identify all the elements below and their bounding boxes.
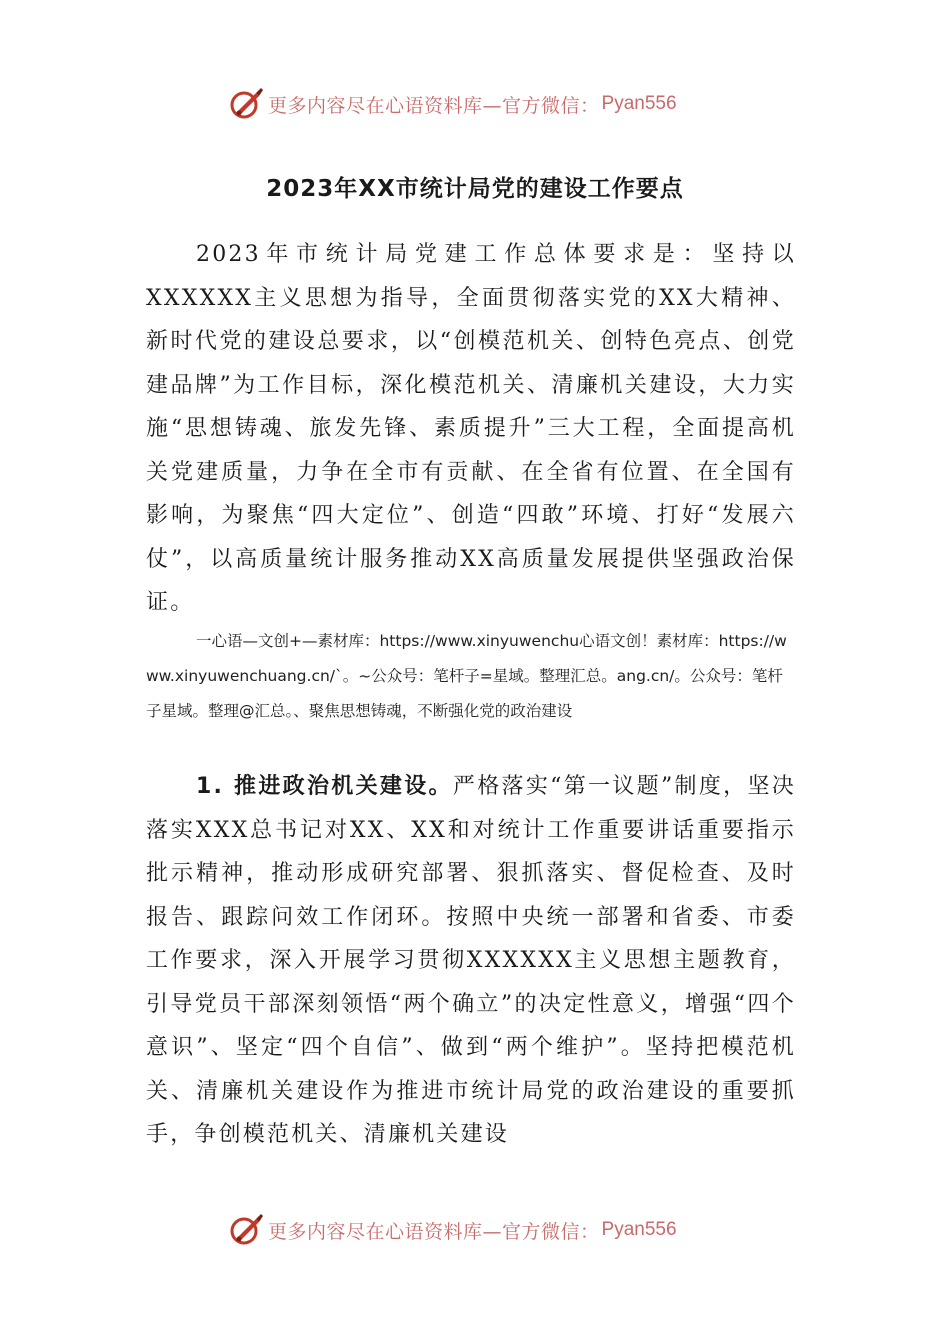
intro-paragraph [146,233,796,625]
banner-text: 更多内容尽在心语资料库—官方微信： [268,1220,600,1243]
notice-text: 一心语—文创+—素材库：https://www.xinyuwenchu心语文创！素材库：https://www.xinyuwenchuang.cn/`。~公众号：笔杆子=星域。整理汇总。ang.cn/。公众号：笔杆子星域。整理@汇总。、聚焦思想铸魂，不断强化党的政治建设 [146,632,787,720]
item1-heading: 1. 推进政治机关建设。 [196,774,453,799]
document-title: 2023年XX市统计局党的建设工作要点 [266,176,684,202]
notice-section [146,624,796,729]
footer-banner [228,1210,748,1250]
intro-text: 2023年市统计局党建工作总体要求是：坚持以XXXXXX主义思想为指导，全面贯彻落实党的XX大精神、新时代党的建设总要求，以“创模范机关、创特色亮点、创党建品牌”为工作目标，深化模范机关、清廉机关建设，大力实施“思想铸魂、旅发先锋、素质提升”三大工程，全面提高机关党建质量，力争在全市有贡献、在全省有位置、在全国有影响，为聚焦“四大定位”、创造“四敢”环境、打好“发展六仗”，以高质量统计服务推动XX高质量发展提供坚强政治保证。 [146,242,796,615]
item1-section [146,765,796,1157]
banner-wechat-id: Pyan556 [601,1219,677,1240]
item1-body: 严格落实“第一议题”制度，坚决落实XXX总书记对XX、XX和对统计工作重要讲话重要指示批示精神，推动形成研究部署、狠抓落实、督促检查、及时报告、跟踪问效工作闭环。按照中央统一部署和省委、市委工作要求，深入开展学习贯彻XXXXXX主义思想主题教育，引导党员干部深刻领悟“两个确立”的决定性意义，增强“四个意识”、坚定“四个自信”、做到“两个维护”。坚持把模范机关、清廉机关建设作为推进市统计局党的政治建设的重要抓手，争创模范机关、清廉机关建设 [146,774,796,1147]
banner-text: 更多内容尽在心语资料库—官方微信： [268,94,600,117]
banner-wechat-id: Pyan556 [601,93,677,114]
brush-logo-icon [228,86,264,122]
header-banner [228,84,748,124]
intro-section [146,233,796,625]
item1-paragraph [146,765,796,1157]
notice-paragraph [146,624,796,729]
brush-logo-icon [228,1212,264,1248]
